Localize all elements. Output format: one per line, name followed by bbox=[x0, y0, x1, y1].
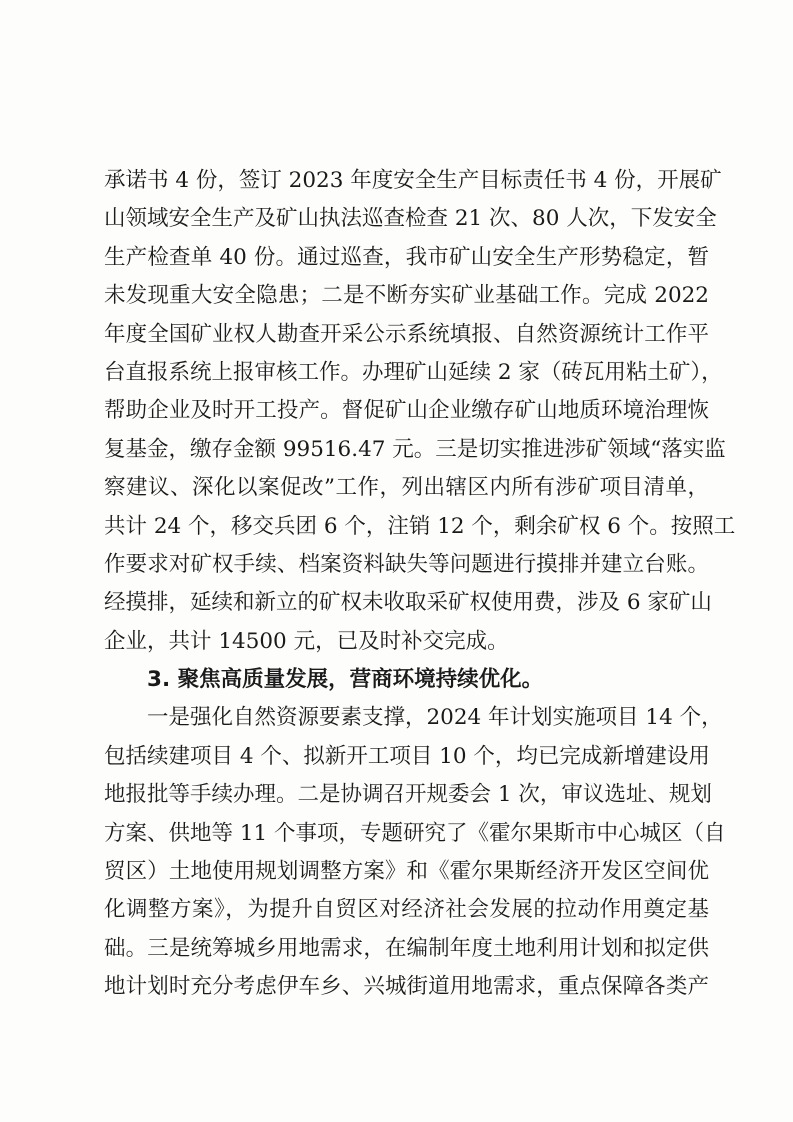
text-line: 方案、供地等 11 个事项，专题研究了《霍尔果斯市中心城区（自 bbox=[104, 820, 726, 846]
text-line: 地计划时充分考虑伊车乡、兴城街道用地需求，重点保障各类产 bbox=[104, 974, 709, 1000]
text-line: 一是强化自然资源要素支撑，2024 年计划实施项目 14 个， bbox=[147, 705, 723, 731]
text-line: 生产检查单 40 份。通过巡查，我市矿山安全生产形势稳定，暂 bbox=[104, 244, 709, 270]
text-line: 山领域安全生产及矿山执法巡查检查 21 次、80 人次，下发安全 bbox=[104, 206, 717, 232]
paragraph-1 bbox=[104, 162, 736, 661]
text-line: 地报批等手续办理。二是协调召开规委会 1 次，审议选址、规划 bbox=[104, 782, 712, 808]
text-line: 贸区）土地使用规划调整方案》和《霍尔果斯经济开发区空间优 bbox=[104, 859, 709, 885]
text-line: 年度全国矿业权人勘查开采公示系统填报、自然资源统计工作平 bbox=[104, 321, 709, 347]
text-line: 承诺书 4 份，签订 2023 年度安全生产目标责任书 4 份，开展矿 bbox=[104, 168, 722, 193]
text-line: 经摸排，延续和新立的矿权未收取采矿权使用费，涉及 6 家矿山 bbox=[104, 590, 712, 616]
text-line: 帮助企业及时开工投产。督促矿山企业缴存矿山地质环境治理恢 bbox=[104, 398, 709, 424]
text-line: 础。三是统筹城乡用地需求，在编制年度土地利用计划和拟定供 bbox=[104, 935, 709, 961]
text-line: 作要求对矿权手续、档案资料缺失等问题进行摸排并建立台账。 bbox=[104, 551, 709, 577]
text-line: 企业，共计 14500 元，已及时补交完成。 bbox=[104, 628, 509, 654]
text-line: 化调整方案》，为提升自贸区对经济社会发展的拉动作用奠定基 bbox=[104, 897, 709, 923]
text-line: 未发现重大安全隐患；二是不断夯实矿业基础工作。完成 2022 bbox=[104, 283, 709, 309]
section-heading: 3. 聚焦高质量发展，营商环境持续优化。 bbox=[147, 667, 544, 693]
paragraph-2 bbox=[104, 699, 726, 1006]
text-line: 共计 24 个，移交兵团 6 个，注销 12 个，剩余矿权 6 个。按照工 bbox=[104, 513, 736, 539]
document-body bbox=[104, 162, 736, 1007]
text-line: 包括续建项目 4 个、拟新开工项目 10 个，均已完成新增建设用 bbox=[104, 743, 710, 769]
text-line: 察建议、深化以案促改”工作，列出辖区内所有涉矿项目清单， bbox=[104, 475, 709, 501]
text-line: 台直报系统上报审核工作。办理矿山延续 2 家（砖瓦用粘土矿）， bbox=[104, 359, 723, 385]
text-line: 复基金，缴存金额 99516.47 元。三是切实推进涉矿领域“落实监 bbox=[104, 436, 726, 462]
